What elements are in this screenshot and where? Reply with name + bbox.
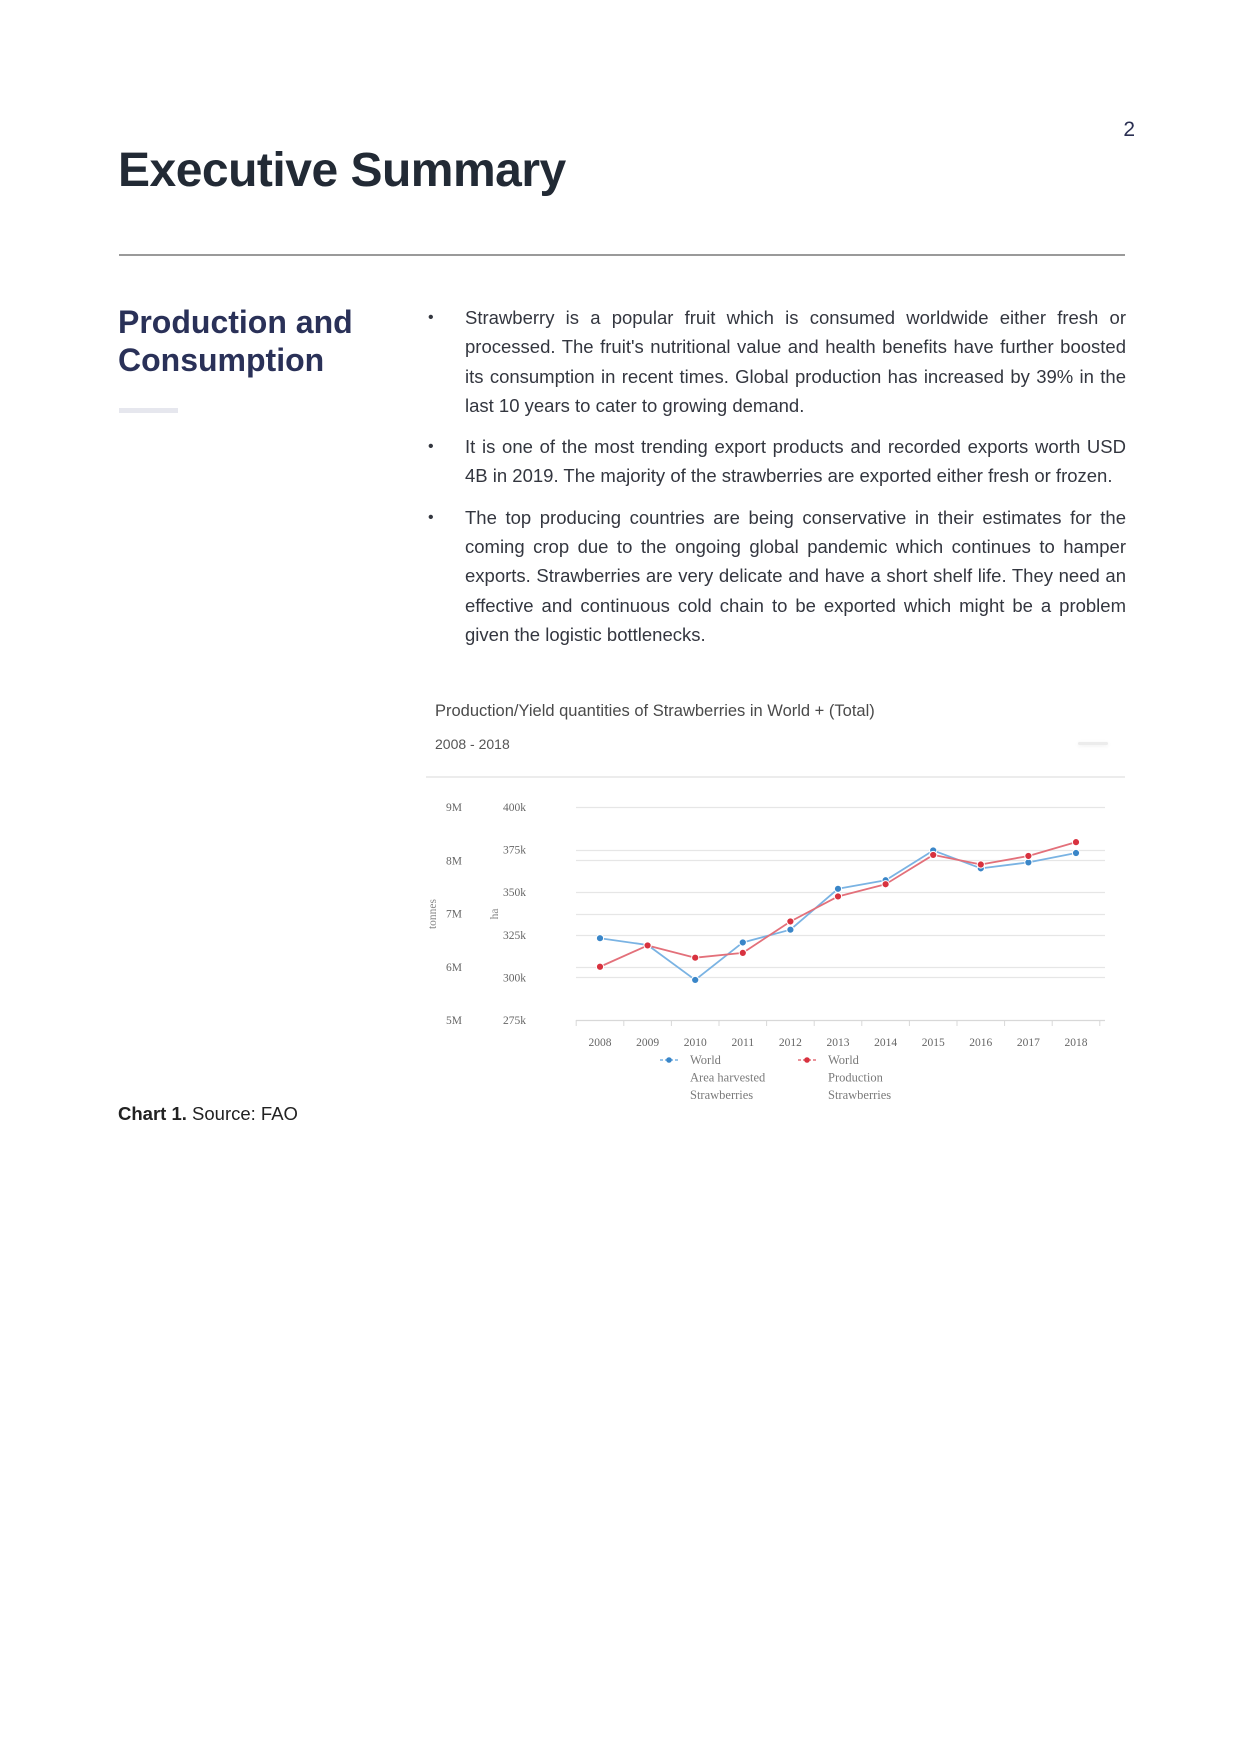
bullet-text: The top producing countries are being conservative in their estimates for the coming crop due to the ongoing global pandemic which continues to hamper exports. Strawberries are very delicate and have a short shelf life. They need an effective and continuous cold chain to be exported which might be a problem given the logistic bottlenecks.	[465, 506, 1126, 645]
caption-label: Chart 1.	[118, 1103, 187, 1124]
x-tick-label: 2016	[969, 1037, 993, 1049]
data-point	[787, 926, 794, 933]
legend-label: World	[828, 1053, 859, 1067]
bullet-text: Strawberry is a popular fruit which is consumed worldwide either fresh or processed. The fruit's nutritional value and health benefits have further boosted its consumption in recent times. Global production has increased by 39% in the last 10 years to cater to growing demand.	[465, 307, 1126, 416]
section-heading: Production and Consumption	[118, 304, 353, 378]
chart-caption	[118, 1103, 298, 1125]
legend-marker-icon	[804, 1057, 810, 1063]
bullet-item	[426, 303, 1126, 420]
page-title: Executive Summary	[118, 144, 566, 197]
y-left-tick-label: 6M	[446, 961, 462, 974]
y-right-tick-label: 325k	[503, 929, 526, 942]
bullet-item	[426, 432, 1126, 491]
y-right-tick-label: 350k	[503, 887, 526, 900]
section-accent-bar	[119, 408, 178, 413]
bullet-icon: •	[428, 309, 434, 326]
x-tick-label: 2010	[683, 1037, 707, 1049]
y-right-tick-label: 275k	[503, 1015, 526, 1027]
data-point	[692, 954, 699, 961]
y-right-axis-title: ha	[489, 908, 501, 920]
chart-title: Production/Yield quantities of Strawberries in World + (Total)	[435, 702, 875, 720]
x-tick-label: 2018	[1064, 1037, 1088, 1049]
x-tick-label: 2008	[588, 1037, 612, 1049]
legend-label: Production	[828, 1070, 883, 1085]
line-chart	[426, 790, 1126, 1140]
bullet-icon: •	[428, 438, 434, 456]
chart-menu-icon[interactable]	[1078, 742, 1108, 750]
y-left-tick-label: 9M	[446, 802, 462, 814]
x-tick-label: 2009	[636, 1037, 660, 1049]
data-point	[596, 963, 603, 970]
y-right-tick-label: 400k	[503, 802, 526, 814]
legend-label: Strawberries	[690, 1088, 754, 1102]
y-left-tick-label: 7M	[446, 908, 462, 921]
bullet-list	[426, 303, 1126, 661]
data-point	[1025, 852, 1032, 859]
chart-divider	[426, 776, 1125, 778]
x-tick-label: 2017	[1016, 1037, 1040, 1049]
bullet-text: It is one of the most trending export products and recorded exports worth USD 4B in 2019. The majority of the strawberries are exported either fresh or frozen.	[465, 436, 1126, 487]
data-point	[1072, 849, 1079, 856]
data-point	[739, 939, 746, 946]
data-point	[1072, 839, 1079, 846]
data-point	[787, 918, 794, 925]
data-point	[977, 861, 984, 868]
axes	[427, 802, 1105, 1049]
data-point	[596, 935, 603, 942]
legend-marker-icon	[666, 1057, 672, 1063]
bullet-item	[426, 503, 1126, 649]
data-point	[692, 976, 699, 983]
y-left-tick-label: 5M	[446, 1015, 462, 1027]
caption-text: Source: FAO	[186, 1103, 298, 1124]
legend	[660, 1053, 891, 1102]
x-tick-label: 2015	[921, 1037, 945, 1049]
y-left-tick-label: 8M	[446, 855, 462, 868]
legend-label: Area harvested	[690, 1070, 766, 1085]
data-point	[739, 949, 746, 956]
bullet-icon: •	[428, 508, 434, 526]
grid-lines	[576, 808, 1105, 978]
y-right-tick-label: 300k	[503, 972, 526, 985]
y-left-axis-title: tonnes	[427, 898, 439, 930]
chart-subtitle: 2008 - 2018	[435, 736, 510, 752]
series-line	[600, 850, 1076, 980]
x-tick-label: 2012	[778, 1037, 802, 1049]
legend-label: World	[690, 1053, 721, 1067]
x-tick-label: 2011	[731, 1037, 755, 1049]
page-number: 2	[1123, 118, 1135, 141]
x-tick-label: 2014	[874, 1037, 898, 1049]
data-point	[930, 851, 937, 858]
data-point	[882, 881, 889, 888]
legend-label: Strawberries	[828, 1088, 892, 1102]
data-point	[644, 942, 651, 949]
data-point	[834, 893, 841, 900]
title-divider	[119, 254, 1125, 256]
y-right-tick-label: 375k	[503, 844, 526, 857]
x-tick-label: 2013	[826, 1037, 850, 1049]
data-point	[834, 885, 841, 892]
